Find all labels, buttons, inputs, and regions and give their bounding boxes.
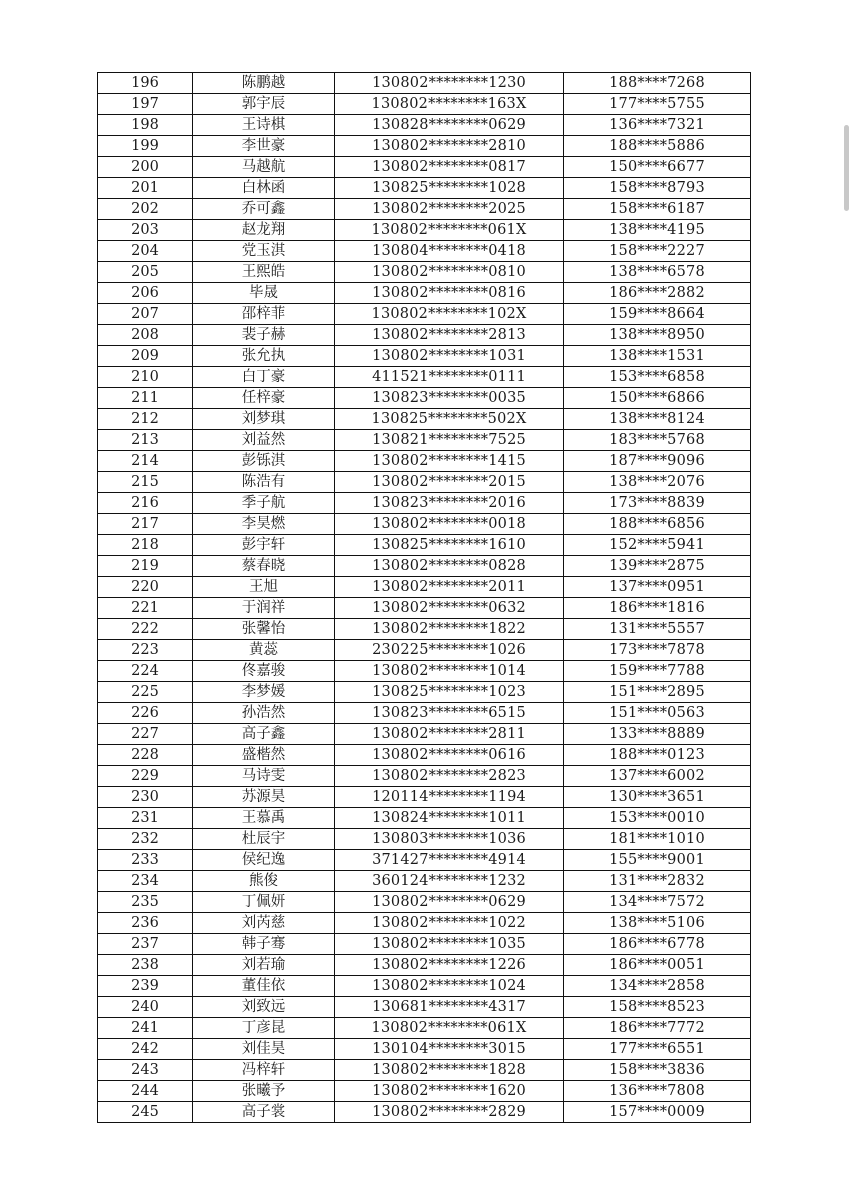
phone-number-cell: 188****0123 [564,745,751,766]
id-number-cell: 130825********1023 [335,682,564,703]
id-number-cell: 130802********061X [335,1018,564,1039]
phone-number-cell: 152****5941 [564,535,751,556]
phone-number-cell: 151****2895 [564,682,751,703]
id-number-cell: 130802********2025 [335,199,564,220]
phone-number-cell: 159****7788 [564,661,751,682]
table-row [98,178,751,199]
table-row [98,745,751,766]
id-number-cell: 130824********1011 [335,808,564,829]
row-number-cell: 245 [98,1102,193,1123]
id-number-cell: 130802********1620 [335,1081,564,1102]
id-number-cell: 130802********1226 [335,955,564,976]
table-row [98,766,751,787]
table-row [98,262,751,283]
roster-table-body [98,73,751,1123]
phone-number-cell: 138****6578 [564,262,751,283]
table-row [98,619,751,640]
phone-number-cell: 130****3651 [564,787,751,808]
student-name-cell: 白丁豪 [193,367,335,388]
phone-number-cell: 183****5768 [564,430,751,451]
row-number-cell: 218 [98,535,193,556]
id-number-cell: 130828********0629 [335,115,564,136]
student-name-cell: 党玉淇 [193,241,335,262]
table-row [98,157,751,178]
row-number-cell: 238 [98,955,193,976]
row-number-cell: 200 [98,157,193,178]
student-name-cell: 裴子赫 [193,325,335,346]
id-number-cell: 130802********2015 [335,472,564,493]
student-name-cell: 李梦媛 [193,682,335,703]
student-name-cell: 张曦予 [193,1081,335,1102]
id-number-cell: 130802********0816 [335,283,564,304]
id-number-cell: 130104********3015 [335,1039,564,1060]
student-name-cell: 彭宇轩 [193,535,335,556]
table-row [98,1039,751,1060]
table-row [98,724,751,745]
student-name-cell: 王诗棋 [193,115,335,136]
row-number-cell: 224 [98,661,193,682]
row-number-cell: 210 [98,367,193,388]
id-number-cell: 130802********2823 [335,766,564,787]
table-row [98,1018,751,1039]
table-row [98,472,751,493]
student-name-cell: 邵梓菲 [193,304,335,325]
id-number-cell: 130802********061X [335,220,564,241]
student-name-cell: 赵龙翔 [193,220,335,241]
phone-number-cell: 138****2076 [564,472,751,493]
table-row [98,976,751,997]
id-number-cell: 130802********2811 [335,724,564,745]
student-name-cell: 王旭 [193,577,335,598]
student-name-cell: 董佳依 [193,976,335,997]
row-number-cell: 199 [98,136,193,157]
id-number-cell: 130802********163X [335,94,564,115]
row-number-cell: 219 [98,556,193,577]
row-number-cell: 221 [98,598,193,619]
row-number-cell: 208 [98,325,193,346]
id-number-cell: 130802********2810 [335,136,564,157]
phone-number-cell: 150****6677 [564,157,751,178]
phone-number-cell: 134****7572 [564,892,751,913]
student-name-cell: 季子航 [193,493,335,514]
row-number-cell: 241 [98,1018,193,1039]
id-number-cell: 130802********1022 [335,913,564,934]
table-row [98,346,751,367]
phone-number-cell: 138****8124 [564,409,751,430]
id-number-cell: 130802********0817 [335,157,564,178]
roster-table [97,72,751,1123]
id-number-cell: 130802********1822 [335,619,564,640]
student-name-cell: 刘若瑜 [193,955,335,976]
phone-number-cell: 186****2882 [564,283,751,304]
table-row [98,955,751,976]
id-number-cell: 411521********0111 [335,367,564,388]
table-row [98,1102,751,1123]
table-row [98,682,751,703]
table-row [98,241,751,262]
id-number-cell: 120114********1194 [335,787,564,808]
row-number-cell: 214 [98,451,193,472]
table-row [98,598,751,619]
phone-number-cell: 153****6858 [564,367,751,388]
id-number-cell: 130825********1610 [335,535,564,556]
student-name-cell: 高子裳 [193,1102,335,1123]
phone-number-cell: 181****1010 [564,829,751,850]
row-number-cell: 196 [98,73,193,94]
row-number-cell: 213 [98,430,193,451]
student-name-cell: 侯纪逸 [193,850,335,871]
phone-number-cell: 186****6778 [564,934,751,955]
id-number-cell: 130825********1028 [335,178,564,199]
student-name-cell: 王熙皓 [193,262,335,283]
student-name-cell: 李世豪 [193,136,335,157]
id-number-cell: 371427********4914 [335,850,564,871]
table-row [98,367,751,388]
row-number-cell: 222 [98,619,193,640]
row-number-cell: 232 [98,829,193,850]
table-row [98,94,751,115]
student-name-cell: 杜辰宇 [193,829,335,850]
row-number-cell: 233 [98,850,193,871]
student-name-cell: 于润祥 [193,598,335,619]
id-number-cell: 130803********1036 [335,829,564,850]
student-name-cell: 刘益然 [193,430,335,451]
vertical-scrollbar[interactable] [844,125,849,211]
id-number-cell: 130823********0035 [335,388,564,409]
student-name-cell: 蔡春晓 [193,556,335,577]
phone-number-cell: 186****7772 [564,1018,751,1039]
row-number-cell: 223 [98,640,193,661]
table-row [98,829,751,850]
id-number-cell: 130802********2829 [335,1102,564,1123]
id-number-cell: 130802********1415 [335,451,564,472]
phone-number-cell: 158****8523 [564,997,751,1018]
row-number-cell: 230 [98,787,193,808]
row-number-cell: 202 [98,199,193,220]
id-number-cell: 360124********1232 [335,871,564,892]
phone-number-cell: 138****4195 [564,220,751,241]
phone-number-cell: 158****2227 [564,241,751,262]
table-row [98,220,751,241]
phone-number-cell: 150****6866 [564,388,751,409]
student-name-cell: 孙浩然 [193,703,335,724]
phone-number-cell: 188****5886 [564,136,751,157]
student-name-cell: 黄蕊 [193,640,335,661]
id-number-cell: 130802********0632 [335,598,564,619]
row-number-cell: 216 [98,493,193,514]
student-name-cell: 熊俊 [193,871,335,892]
row-number-cell: 243 [98,1060,193,1081]
id-number-cell: 130802********0810 [335,262,564,283]
row-number-cell: 198 [98,115,193,136]
table-row [98,661,751,682]
phone-number-cell: 131****2832 [564,871,751,892]
row-number-cell: 211 [98,388,193,409]
row-number-cell: 228 [98,745,193,766]
row-number-cell: 215 [98,472,193,493]
table-row [98,850,751,871]
id-number-cell: 130802********102X [335,304,564,325]
table-row [98,1081,751,1102]
table-row [98,1060,751,1081]
phone-number-cell: 177****5755 [564,94,751,115]
id-number-cell: 130802********2813 [335,325,564,346]
id-number-cell: 130802********1024 [335,976,564,997]
id-number-cell: 130802********1230 [335,73,564,94]
table-row [98,997,751,1018]
phone-number-cell: 158****6187 [564,199,751,220]
id-number-cell: 130823********6515 [335,703,564,724]
student-name-cell: 彭铄淇 [193,451,335,472]
table-row [98,136,751,157]
row-number-cell: 239 [98,976,193,997]
phone-number-cell: 136****7321 [564,115,751,136]
phone-number-cell: 187****9096 [564,451,751,472]
id-number-cell: 130802********2011 [335,577,564,598]
student-name-cell: 乔可鑫 [193,199,335,220]
table-row [98,493,751,514]
row-number-cell: 236 [98,913,193,934]
student-name-cell: 韩子骞 [193,934,335,955]
table-row [98,787,751,808]
student-name-cell: 丁彦昆 [193,1018,335,1039]
row-number-cell: 209 [98,346,193,367]
student-name-cell: 张馨怡 [193,619,335,640]
table-row [98,703,751,724]
student-name-cell: 王慕禹 [193,808,335,829]
id-number-cell: 130802********0018 [335,514,564,535]
table-row [98,115,751,136]
id-number-cell: 130825********502X [335,409,564,430]
row-number-cell: 226 [98,703,193,724]
table-row [98,913,751,934]
phone-number-cell: 188****7268 [564,73,751,94]
student-name-cell: 陈浩有 [193,472,335,493]
phone-number-cell: 158****8793 [564,178,751,199]
id-number-cell: 130802********1828 [335,1060,564,1081]
phone-number-cell: 137****6002 [564,766,751,787]
row-number-cell: 207 [98,304,193,325]
row-number-cell: 206 [98,283,193,304]
id-number-cell: 130802********1035 [335,934,564,955]
id-number-cell: 230225********1026 [335,640,564,661]
student-name-cell: 李昊燃 [193,514,335,535]
table-row [98,577,751,598]
id-number-cell: 130802********1031 [335,346,564,367]
student-name-cell: 刘致远 [193,997,335,1018]
phone-number-cell: 138****1531 [564,346,751,367]
table-row [98,640,751,661]
row-number-cell: 235 [98,892,193,913]
phone-number-cell: 186****1816 [564,598,751,619]
phone-number-cell: 151****0563 [564,703,751,724]
phone-number-cell: 188****6856 [564,514,751,535]
student-name-cell: 丁佩妍 [193,892,335,913]
student-name-cell: 刘佳昊 [193,1039,335,1060]
table-row [98,73,751,94]
student-name-cell: 高子鑫 [193,724,335,745]
row-number-cell: 240 [98,997,193,1018]
id-number-cell: 130802********0616 [335,745,564,766]
row-number-cell: 212 [98,409,193,430]
row-number-cell: 217 [98,514,193,535]
phone-number-cell: 173****8839 [564,493,751,514]
student-name-cell: 冯梓轩 [193,1060,335,1081]
row-number-cell: 231 [98,808,193,829]
id-number-cell: 130681********4317 [335,997,564,1018]
student-name-cell: 白林函 [193,178,335,199]
id-number-cell: 130821********7525 [335,430,564,451]
student-name-cell: 马越航 [193,157,335,178]
student-name-cell: 盛楷然 [193,745,335,766]
table-row [98,808,751,829]
row-number-cell: 201 [98,178,193,199]
table-row [98,388,751,409]
row-number-cell: 220 [98,577,193,598]
phone-number-cell: 173****7878 [564,640,751,661]
row-number-cell: 204 [98,241,193,262]
table-row [98,283,751,304]
table-row [98,451,751,472]
table-row [98,892,751,913]
table-row [98,535,751,556]
table-row [98,409,751,430]
row-number-cell: 225 [98,682,193,703]
id-number-cell: 130802********1014 [335,661,564,682]
table-row [98,871,751,892]
row-number-cell: 237 [98,934,193,955]
phone-number-cell: 134****2858 [564,976,751,997]
id-number-cell: 130802********0828 [335,556,564,577]
row-number-cell: 197 [98,94,193,115]
row-number-cell: 227 [98,724,193,745]
id-number-cell: 130802********0629 [335,892,564,913]
phone-number-cell: 186****0051 [564,955,751,976]
phone-number-cell: 158****3836 [564,1060,751,1081]
student-name-cell: 毕晟 [193,283,335,304]
student-name-cell: 苏源昊 [193,787,335,808]
row-number-cell: 242 [98,1039,193,1060]
phone-number-cell: 139****2875 [564,556,751,577]
phone-number-cell: 155****9001 [564,850,751,871]
row-number-cell: 203 [98,220,193,241]
table-row [98,514,751,535]
phone-number-cell: 153****0010 [564,808,751,829]
student-name-cell: 郭宇辰 [193,94,335,115]
row-number-cell: 234 [98,871,193,892]
table-row [98,325,751,346]
table-row [98,934,751,955]
phone-number-cell: 137****0951 [564,577,751,598]
id-number-cell: 130804********0418 [335,241,564,262]
phone-number-cell: 131****5557 [564,619,751,640]
row-number-cell: 244 [98,1081,193,1102]
student-name-cell: 佟嘉骏 [193,661,335,682]
phone-number-cell: 133****8889 [564,724,751,745]
row-number-cell: 205 [98,262,193,283]
table-row [98,199,751,220]
phone-number-cell: 138****5106 [564,913,751,934]
student-name-cell: 马诗雯 [193,766,335,787]
table-row [98,304,751,325]
phone-number-cell: 157****0009 [564,1102,751,1123]
row-number-cell: 229 [98,766,193,787]
table-row [98,556,751,577]
phone-number-cell: 136****7808 [564,1081,751,1102]
student-name-cell: 刘芮慈 [193,913,335,934]
phone-number-cell: 159****8664 [564,304,751,325]
table-row [98,430,751,451]
id-number-cell: 130823********2016 [335,493,564,514]
phone-number-cell: 177****6551 [564,1039,751,1060]
student-name-cell: 任梓豪 [193,388,335,409]
phone-number-cell: 138****8950 [564,325,751,346]
student-name-cell: 刘梦琪 [193,409,335,430]
student-name-cell: 陈鹏越 [193,73,335,94]
student-name-cell: 张允执 [193,346,335,367]
